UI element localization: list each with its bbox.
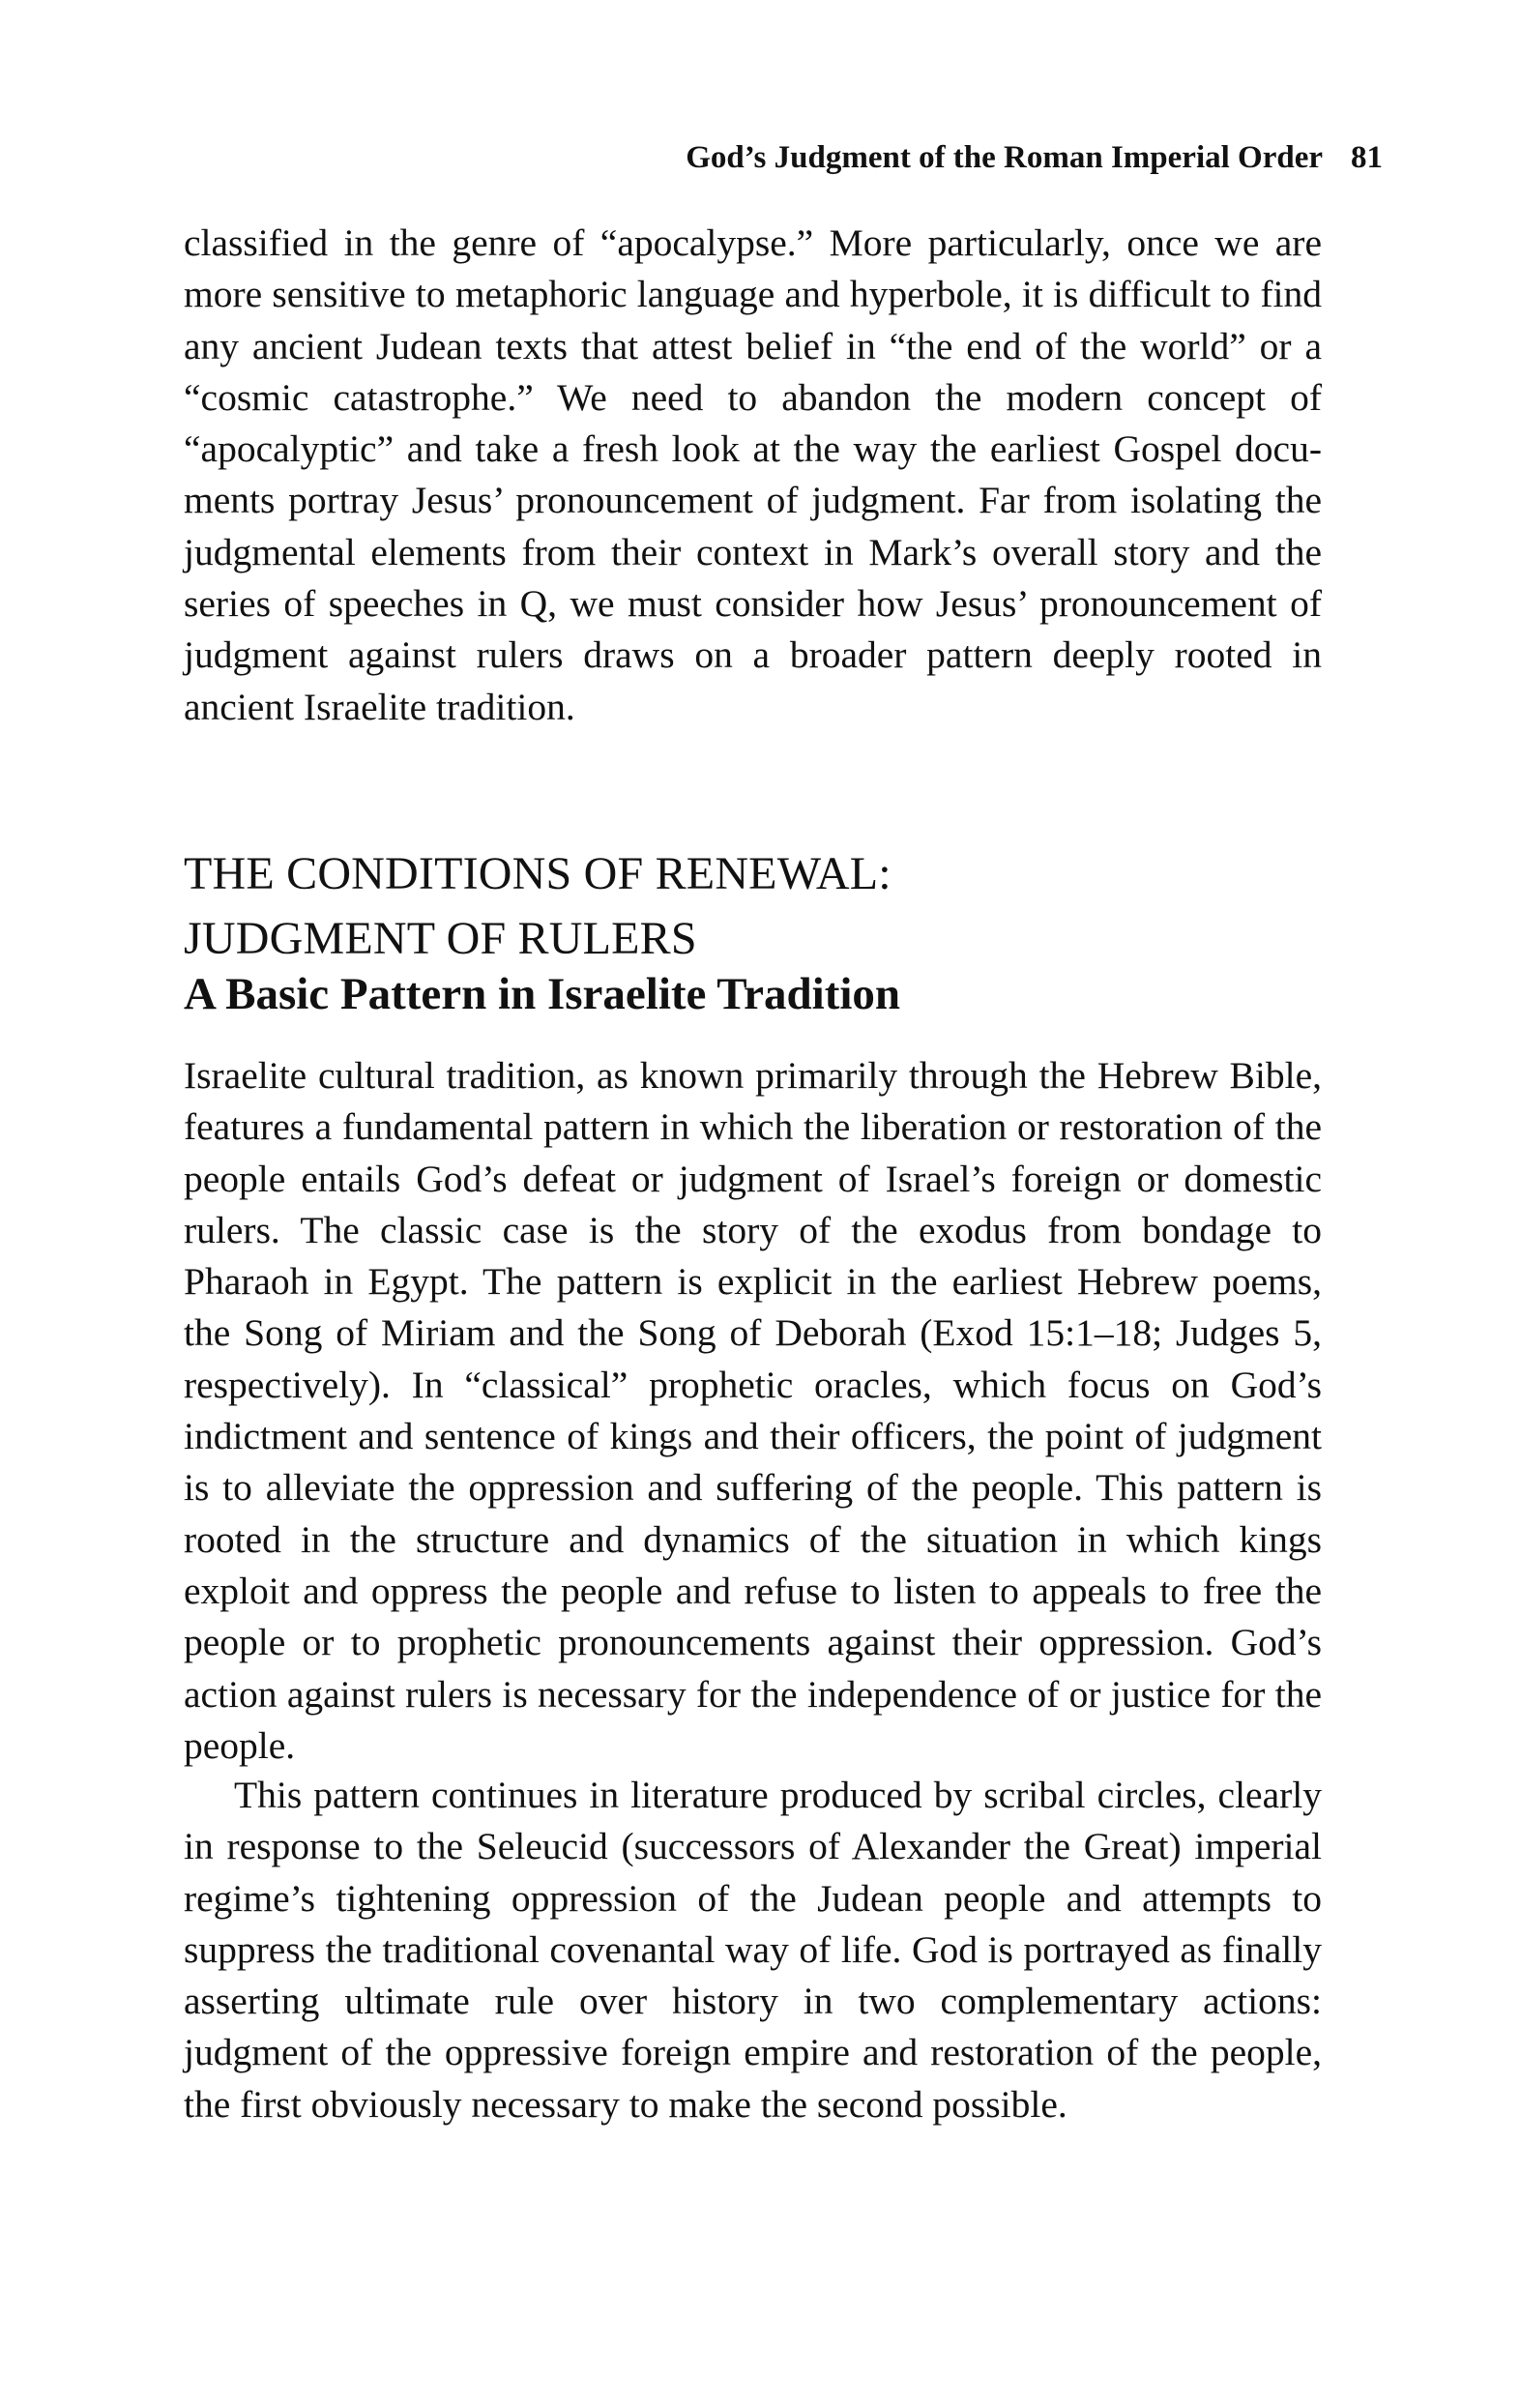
section-heading-line-2: JUDGMENT OF RULERS	[184, 913, 697, 964]
section-paragraph-1: Israelite cultural tradition, as known primarily through the Hebrew Bible, features a fundamental pattern in which the liberation or restoration of the people entails God’s defeat or judgment of Israel’s foreign or domestic rulers. The classic case is the story of the exodus from bondage to Pharaoh in Egypt. The pattern is explicit in the earliest Hebrew poems, the Song of Miriam and the Song of Deborah (Exod 15:1–18; Judges 5, respectively). In “classical” prophetic oracles, which focus on God’s indictment and sentence of kings and their officers, the point of judgment is to alleviate the oppression and suffering of the people. This pattern is rooted in the structure and dynamics of the situation in which kings exploit and oppress the people and refuse to listen to appeals to free the people or to prophetic pronouncements against their oppression. God’s action against rulers is necessary for the independence of or justice for the people.	[184, 1054, 1322, 1767]
section-heading	[184, 841, 1325, 971]
section-subheading: A Basic Pattern in Israelite Tradition	[184, 969, 901, 1019]
section-heading-line-1: THE CONDITIONS OF RENEWAL:	[184, 848, 892, 899]
running-head	[184, 133, 1383, 182]
running-head-title: God’s Judgment of the Roman Imperial Order	[686, 140, 1323, 175]
continuation-paragraph: classified in the genre of “apocalypse.” More particularly, once we are more sensitive to metaphoric language and hyperbole, it is difficult to find any ancient Judean texts that attest belief in “the end of the world” or a “cosmic catastrophe.” We need to abandon the modern concept of “apocalyptic” and take a fresh look at the way the earliest Gospel documents portray Jesus’ pronouncement of judgment. Far from isolating the judgmental elements from their context in Mark’s overall story and the series of speeches in Q, we must consider how Jesus’ pronouncement of judgment against rulers draws on a broader pattern deeply rooted in ancient Israelite tradition.	[184, 221, 1322, 728]
section-paragraph-2: This pattern continues in literature produced by scribal circles, clearly in response to the Seleucid (successors of Alexander the Great) imperial regime’s tightening oppression of the Judean people and attempts to suppress the traditional covenantal way of life. God is portrayed as finally asserting ultimate rule over history in two complementary actions: judgment of the oppressive foreign empire and restoration of the people, the first obviously necessary to make the second possible.	[184, 1774, 1322, 2126]
page-number: 81	[1351, 140, 1383, 175]
